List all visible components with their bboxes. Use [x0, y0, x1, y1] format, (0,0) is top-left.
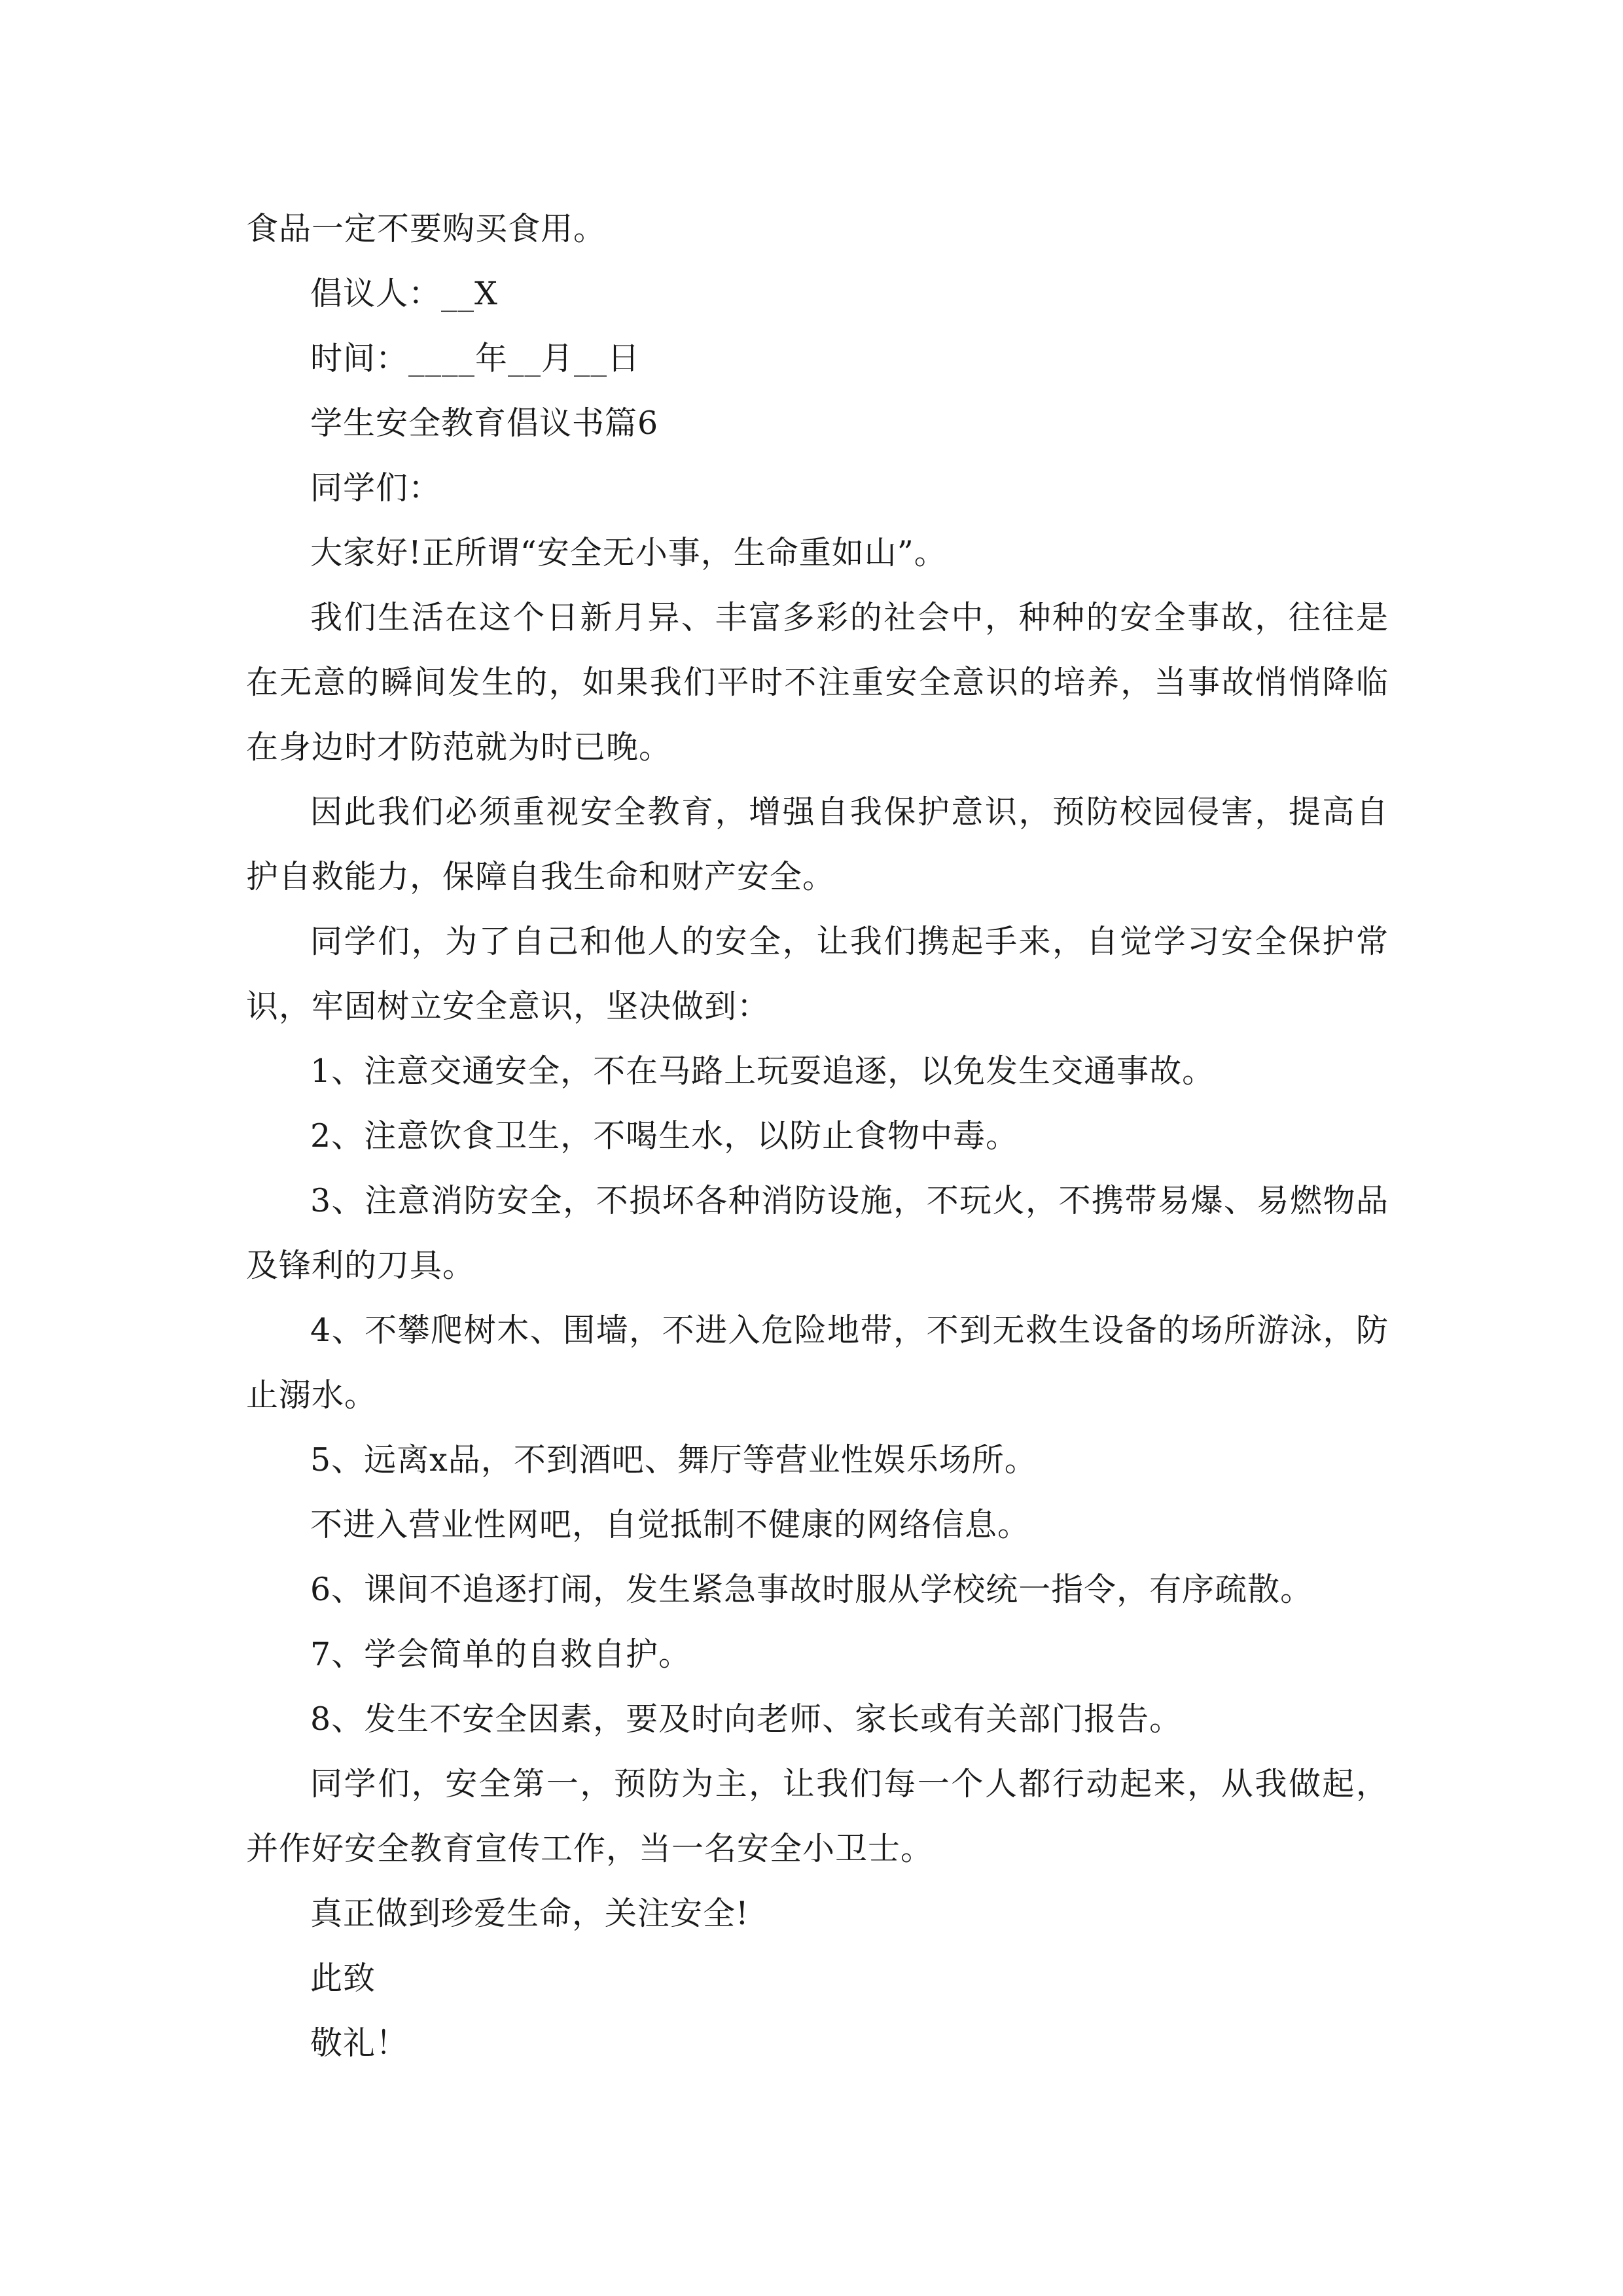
list-item: 7、学会简单的自救自护。 — [310, 1636, 692, 1673]
list-item: 3、注意消防安全，不损坏各种消防设施，不玩火，不携带易爆、易燃物品及锋利的刀具。 — [246, 1182, 1389, 1284]
list-item: 1、注意交通安全，不在马路上玩耍追逐，以免发生交通事故。 — [310, 1052, 1215, 1090]
paragraph-body: 因此我们必须重视安全教育，增强自我保护意识，预防校园侵害，提高自护自救能力，保障自我生命和财产安全。 — [246, 793, 1389, 895]
paragraph-closing: 此致 — [310, 1960, 376, 1997]
list-item: 5、远离x品，不到酒吧、舞厅等营业性娱乐场所。 — [310, 1441, 1037, 1479]
paragraph-proposer: 倡议人：__X — [310, 275, 498, 312]
list-item: 8、发生不安全因素，要及时向老师、家长或有关部门报告。 — [310, 1700, 1183, 1738]
list-item-continuation: 不进入营业性网吧，自觉抵制不健康的网络信息。 — [310, 1506, 1031, 1543]
section-title: 学生安全教育倡议书篇6 — [310, 404, 659, 442]
paragraph-salutation: 同学们： — [310, 469, 442, 507]
list-item: 6、课间不追逐打闹，发生紧急事故时服从学校统一指令，有序疏散。 — [310, 1571, 1313, 1608]
paragraph-regards: 敬礼！ — [310, 2024, 409, 2062]
paragraph-body: 我们生活在这个日新月异、丰富多彩的社会中，种种的安全事故，往往是在无意的瞬间发生的，如果我们平时不注重安全意识的培养，当事故悄悄降临在身边时才防范就为时已晚。 — [246, 599, 1389, 766]
paragraph-greeting: 大家好!正所谓“安全无小事，生命重如山”。 — [310, 534, 947, 571]
paragraph-body: 真正做到珍爱生命，关注安全! — [310, 1895, 749, 1932]
paragraph-body: 同学们，安全第一，预防为主，让我们每一个人都行动起来，从我做起，并作好安全教育宣传工作，当一名安全小卫士。 — [246, 1765, 1389, 1867]
paragraph-date: 时间：____年__月__日 — [310, 340, 641, 377]
paragraph-body: 同学们，为了自己和他人的安全，让我们携起手来，自觉学习安全保护常识，牢固树立安全意识，坚决做到： — [246, 923, 1389, 1025]
paragraph-food-warning: 食品一定不要购买食用。 — [246, 210, 607, 247]
list-item: 4、不攀爬树木、围墙，不进入危险地带，不到无救生设备的场所游泳，防止溺水。 — [246, 1312, 1389, 1414]
document-body — [246, 196, 1389, 2075]
list-item: 2、注意饮食卫生，不喝生水，以防止食物中毒。 — [310, 1117, 1019, 1155]
